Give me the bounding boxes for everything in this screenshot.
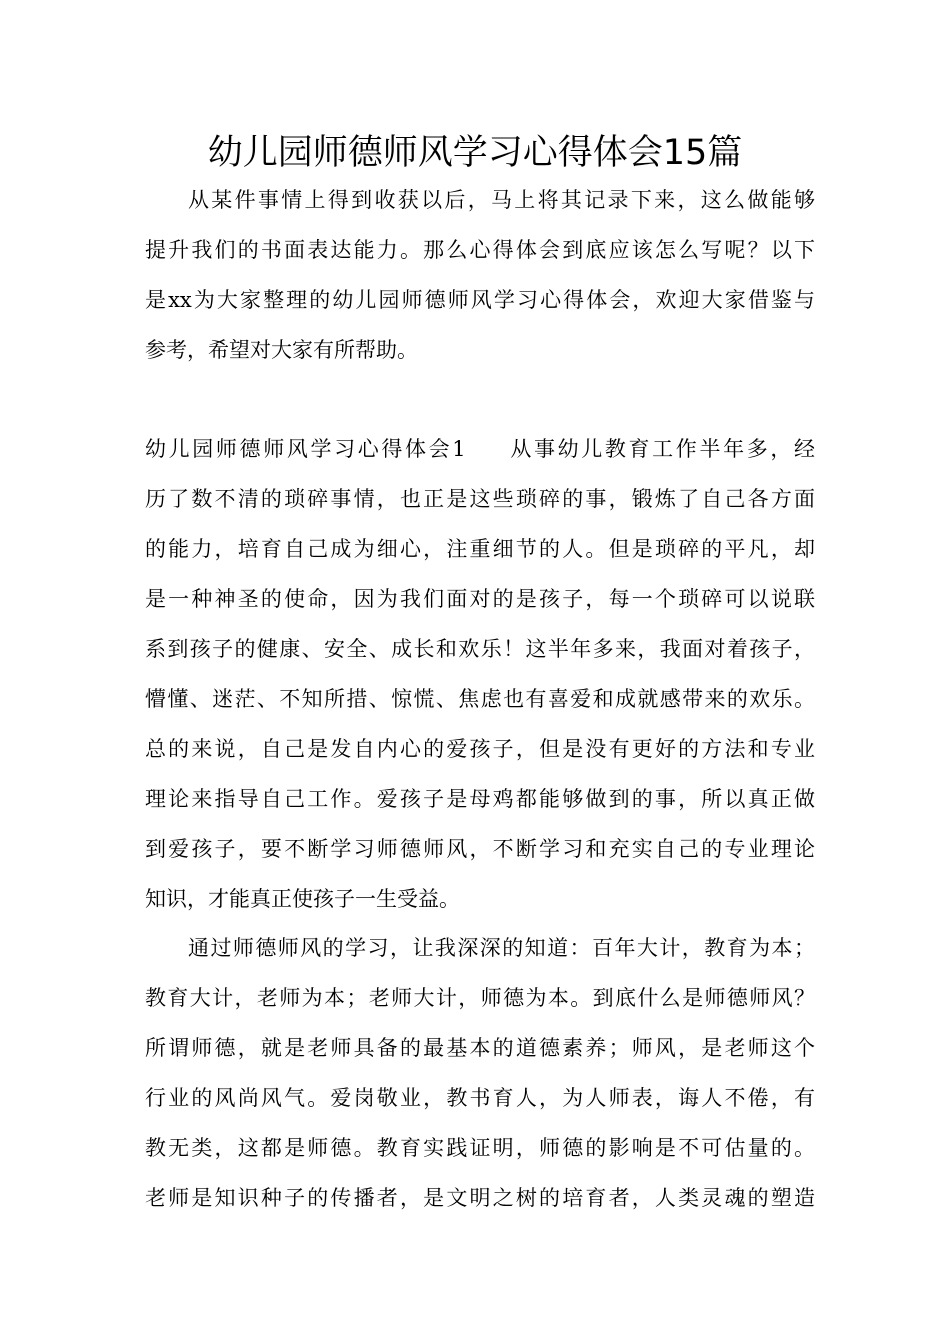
paragraph2-line-6: 老师是知识种子的传播者，是文明之树的培育者，人类灵魂的塑造 [145,1186,815,1210]
paragraph2-line-2: 教育大计，老师为本；老师大计，师德为本。到底什么是师德师风？ [145,986,815,1010]
intro-line-3: 是xx为大家整理的幼儿园师德师风学习心得体会，欢迎大家借鉴与 [145,288,815,312]
section1-line-9: 到爱孩子，要不断学习师德师风，不断学习和充实自己的专业理论 [145,837,815,861]
paragraph2-line-4: 行业的风尚风气。爱岗敬业，教书育人，为人师表，诲人不倦，有 [145,1086,815,1110]
paragraph2-line-3: 所谓师德，就是老师具备的最基本的道德素养；师风，是老师这个 [145,1036,815,1060]
section1-first-line [145,434,815,464]
section1-line-3: 的能力，培育自己成为细心，注重细节的人。但是琐碎的平凡，却 [145,537,815,561]
paragraph2-line-5: 教无类，这都是师德。教育实践证明，师德的影响是不可估量的。 [145,1136,815,1160]
section1-line-10: 知识，才能真正使孩子一生受益。 [145,887,460,911]
document-title: 幼儿园师德师风学习心得体会15篇 [207,133,743,173]
section1-line-7: 总的来说，自己是发自内心的爱孩子，但是没有更好的方法和专业 [145,737,815,761]
section1-line-6: 懵懂、迷茫、不知所措、惊慌、焦虑也有喜爱和成就感带来的欢乐。 [145,687,815,711]
intro-line-2: 提升我们的书面表达能力。那么心得体会到底应该怎么写呢？以下 [145,238,815,262]
intro-line-4: 参考，希望对大家有所帮助。 [145,338,418,362]
section1-line-5: 系到孩子的健康、安全、成长和欢乐！这半年多来，我面对着孩子， [145,637,815,661]
intro-line-1: 从某件事情上得到收获以后，马上将其记录下来，这么做能够 [188,188,815,212]
section1-first-line-text: 从事幼儿教育工作半年多，经 [507,437,815,461]
paragraph2-line-1: 通过师德师风的学习，让我深深的知道：百年大计，教育为本； [188,936,815,960]
section1-heading: 幼儿园师德师风学习心得体会1 [145,437,466,461]
section1-line-4: 是一种神圣的使命，因为我们面对的是孩子，每一个琐碎可以说联 [145,587,815,611]
section1-line-2: 历了数不清的琐碎事情，也正是这些琐碎的事，锻炼了自己各方面 [145,487,815,511]
section1-line-8: 理论来指导自己工作。爱孩子是母鸡都能够做到的事，所以真正做 [145,787,815,811]
